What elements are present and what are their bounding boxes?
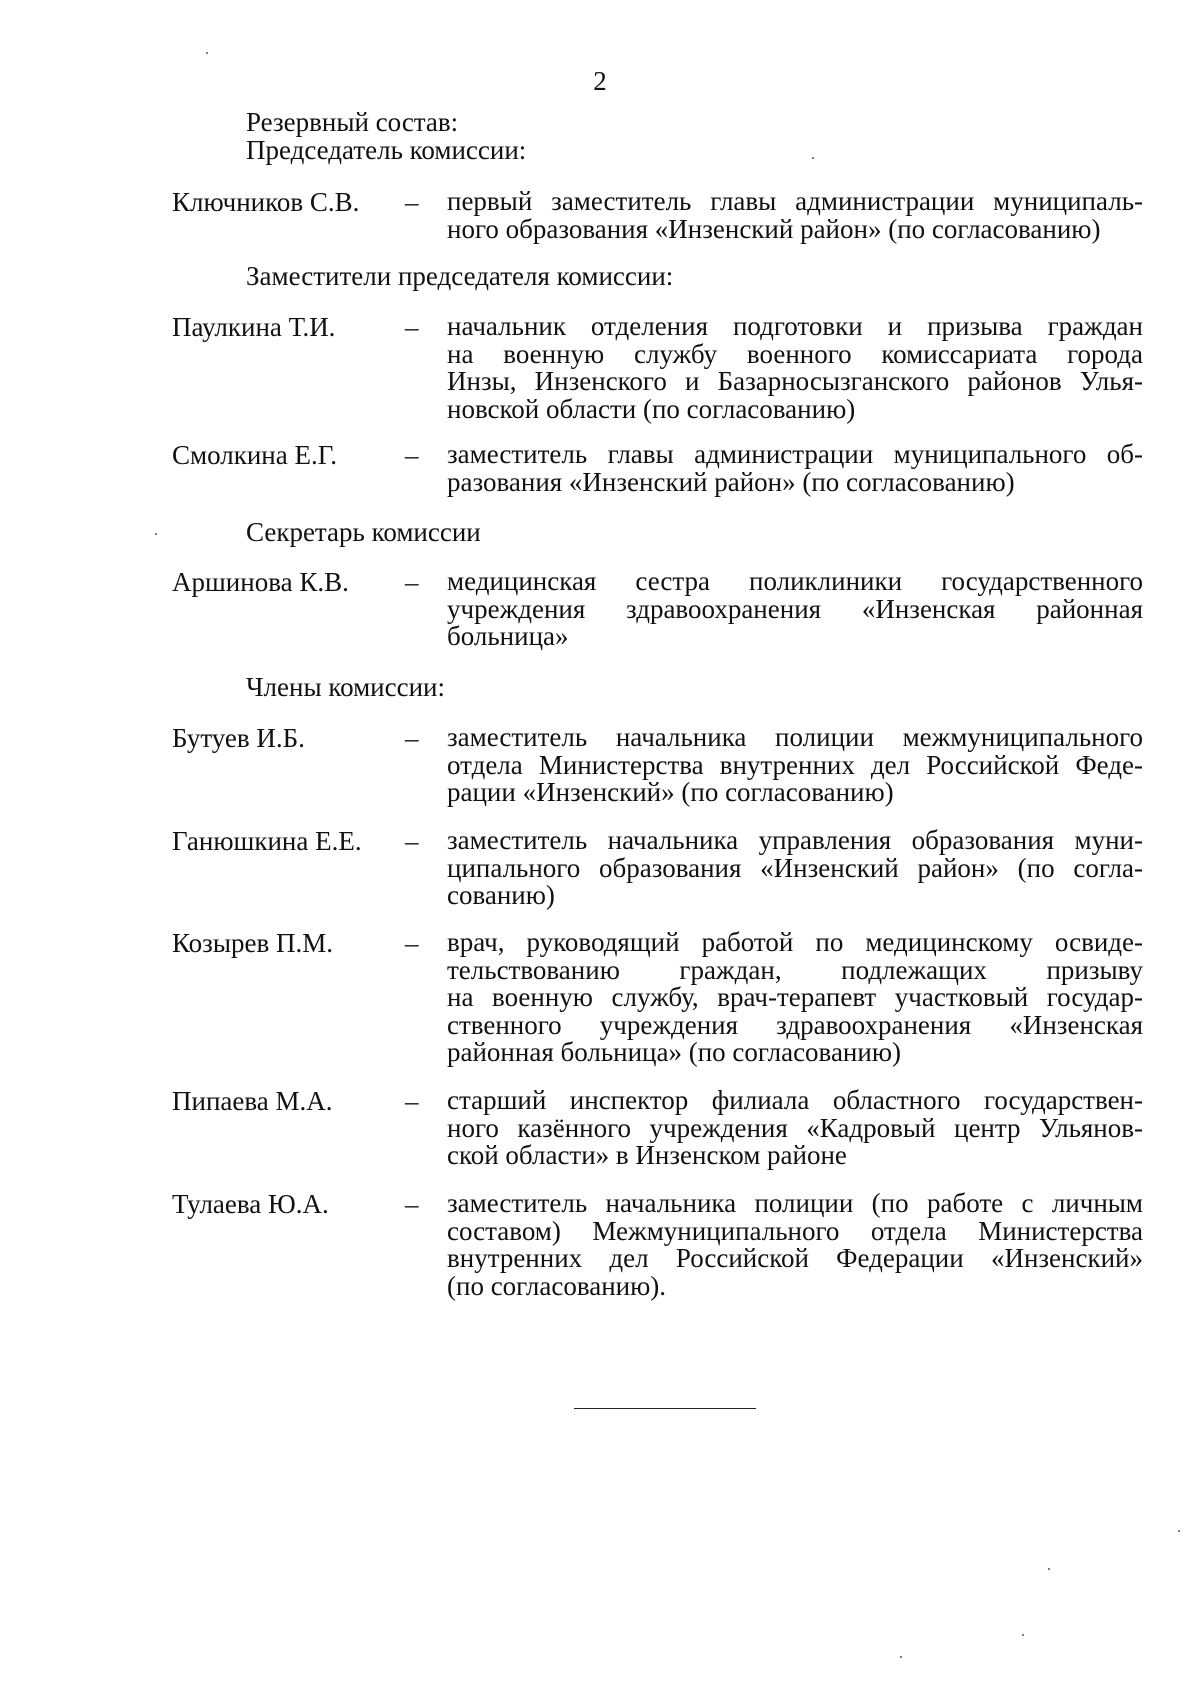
position-line: рации «Инзенский» (по согласованию) bbox=[447, 777, 894, 808]
member-position bbox=[447, 188, 1143, 243]
dash-separator: – bbox=[405, 187, 419, 217]
scan-speck bbox=[155, 533, 157, 535]
heading-chair: Председатель комиссии: bbox=[246, 135, 527, 165]
page-number: 2 bbox=[593, 66, 607, 96]
position-line: Инзы, Инзенского и Базарносызганского районов Улья- bbox=[447, 366, 1143, 397]
member-position bbox=[447, 313, 1143, 423]
member-position bbox=[447, 929, 1143, 1067]
member-position bbox=[447, 568, 1143, 651]
position-line: внутренних дел Российской Федерации «Инзенский» bbox=[447, 1243, 1143, 1274]
position-line: врач, руководящий работой по медицинскому освиде- bbox=[447, 927, 1143, 957]
dash-separator: – bbox=[405, 723, 419, 753]
heading-reserve: Резервный состав: bbox=[246, 107, 459, 137]
member-position bbox=[447, 1190, 1143, 1300]
position-line: первый заместитель главы администрации муниципаль- bbox=[447, 186, 1143, 216]
member-position bbox=[447, 724, 1143, 807]
member-name: Ключников С.В. bbox=[172, 187, 360, 217]
dash-separator: – bbox=[405, 312, 419, 342]
heading-members: Члены комиссии: bbox=[246, 672, 445, 702]
position-line: заместитель главы администрации муниципального об- bbox=[447, 439, 1143, 469]
position-line: заместитель начальника полиции (по работе с личным bbox=[447, 1188, 1143, 1218]
member-position bbox=[447, 441, 1143, 496]
position-line: заместитель начальника полиции межмуниципального bbox=[447, 722, 1143, 752]
dash-separator: – bbox=[405, 1189, 419, 1219]
position-line: ципального образования «Инзенский район» (по согла- bbox=[447, 852, 1143, 883]
scan-speck bbox=[1178, 1530, 1180, 1532]
position-line: составом) Межмуниципального отдела Министерства bbox=[447, 1215, 1143, 1246]
member-name: Паулкина Т.И. bbox=[172, 312, 336, 342]
position-line: старший инспектор филиала областного государствен- bbox=[447, 1085, 1143, 1115]
scan-speck bbox=[1048, 1568, 1050, 1570]
heading-deputies: Заместители председателя комиссии: bbox=[246, 261, 674, 291]
position-line: сованию) bbox=[447, 880, 555, 911]
scan-speck bbox=[900, 1656, 902, 1658]
position-line: заместитель начальника управления образования муни- bbox=[447, 825, 1143, 855]
position-line: районная больница» (по согласованию) bbox=[447, 1037, 901, 1068]
heading-secretary: Секретарь комиссии bbox=[246, 517, 481, 547]
end-divider bbox=[574, 1408, 756, 1409]
dash-separator: – bbox=[405, 567, 419, 597]
dash-separator: – bbox=[405, 440, 419, 470]
position-line: (по согласованию). bbox=[447, 1270, 667, 1301]
position-line: ской области» в Инзенском районе bbox=[447, 1140, 847, 1171]
member-name: Аршинова К.В. bbox=[172, 567, 349, 597]
position-line: на военную службу, врач-терапевт участковый государ- bbox=[447, 982, 1143, 1013]
scan-speck bbox=[812, 157, 814, 159]
position-line: медицинская сестра поликлиники государственного bbox=[447, 566, 1143, 596]
member-position bbox=[447, 1087, 1143, 1170]
position-line: новской области (по согласованию) bbox=[447, 393, 856, 424]
position-line: разования «Инзенский район» (по согласованию) bbox=[447, 466, 1015, 497]
position-line: больница» bbox=[447, 621, 569, 652]
member-name: Смолкина Е.Г. bbox=[172, 440, 338, 470]
position-line: тельствованию граждан, подлежащих призыву bbox=[447, 954, 1143, 985]
position-line: ного казённого учреждения «Кадровый центр Ульянов- bbox=[447, 1112, 1143, 1143]
position-line: учреждения здравоохранения «Инзенская районная bbox=[447, 593, 1143, 624]
position-line: отдела Министерства внутренних дел Российской Феде- bbox=[447, 749, 1143, 780]
member-name: Тулаева Ю.А. bbox=[172, 1189, 329, 1219]
member-position bbox=[447, 827, 1143, 910]
dash-separator: – bbox=[405, 928, 419, 958]
dash-separator: – bbox=[405, 1086, 419, 1116]
dash-separator: – bbox=[405, 826, 419, 856]
member-name: Бутуев И.Б. bbox=[172, 723, 305, 753]
scan-speck bbox=[206, 52, 208, 54]
member-name: Козырев П.М. bbox=[172, 928, 333, 958]
member-name: Ганюшкина Е.Е. bbox=[172, 826, 362, 856]
position-line: начальник отделения подготовки и призыва граждан bbox=[447, 311, 1143, 341]
member-name: Пипаева М.А. bbox=[172, 1086, 333, 1116]
position-line: ного образования «Инзенский район» (по согласованию) bbox=[447, 213, 1101, 244]
position-line: на военную службу военного комиссариата города bbox=[447, 338, 1143, 369]
position-line: ственного учреждения здравоохранения «Инзенская bbox=[447, 1009, 1143, 1040]
scan-speck bbox=[1022, 1634, 1024, 1636]
